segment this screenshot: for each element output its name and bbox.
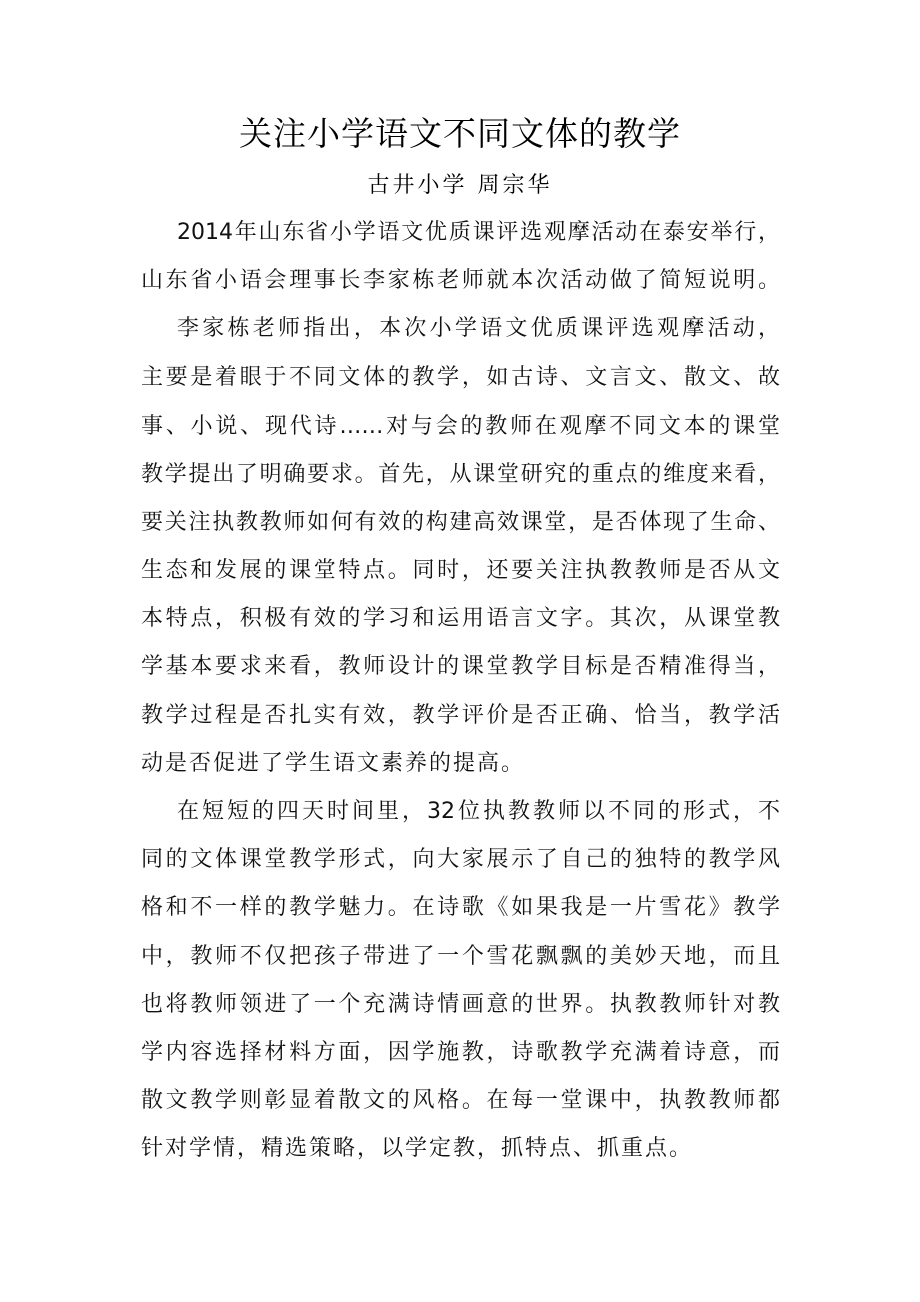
author-line: 古井小学 周宗华 [367,173,553,198]
paragraph-3-line-6: 学内容选择材料方面，因学施教，诗歌教学充满着诗意，而 [141,1040,780,1065]
paragraph-2-line-7: 本特点，积极有效的学习和运用语言文字。其次，从课堂教 [141,606,780,631]
paragraph-2-line-9: 教学过程是否扎实有效，教学评价是否正确、恰当，教学活 [141,703,780,728]
paragraph-2-line-3: 事、小说、现代诗……对与会的教师在观摩不同文本的课堂 [141,414,780,439]
paragraph-1-line-1: 2014年山东省小学语文优质课评选观摩活动在泰安举行， [177,220,780,245]
paragraph-3-line-5: 也将教师领进了一个充满诗情画意的世界。执教教师针对教 [141,992,780,1017]
paragraph-3-line-4: 中，教师不仅把孩子带进了一个雪花飘飘的美妙天地，而且 [141,944,780,969]
paragraph-3-line-7: 散文教学则彰显着散文的风格。在每一堂课中，执教教师都 [141,1088,780,1113]
paragraph-1-line-2: 山东省小语会理事长李家栋老师就本次活动做了简短说明。 [141,268,780,293]
paragraph-3-line-2: 同的文体课堂教学形式，向大家展示了自己的独特的教学风 [141,847,780,872]
paragraph-2-line-6: 生态和发展的课堂特点。同时，还要关注执教教师是否从文 [141,558,780,583]
paragraph-2-line-5: 要关注执教教师如何有效的构建高效课堂，是否体现了生命、 [141,510,780,535]
paragraph-2-line-10: 动是否促进了学生语文素养的提高。 [141,751,526,776]
paragraph-3-line-1: 在短短的四天时间里，32位执教教师以不同的形式，不 [177,799,780,824]
paragraph-2-line-1: 李家栋老师指出，本次小学语文优质课评选观摩活动， [177,316,780,341]
paragraph-2-line-4: 教学提出了明确要求。首先，从课堂研究的重点的维度来看， [141,462,780,487]
paragraph-2-line-2: 主要是着眼于不同文体的教学，如古诗、文言文、散文、故 [141,365,780,390]
paragraph-3-line-3: 格和不一样的教学魅力。在诗歌《如果我是一片雪花》教学 [141,895,780,920]
document-title: 关注小学语文不同文体的教学 [239,114,681,153]
paragraph-2-line-8: 学基本要求来看，教师设计的课堂教学目标是否精准得当， [141,654,780,679]
paragraph-3-line-8: 针对学情，精选策略，以学定教，抓特点、抓重点。 [141,1136,694,1161]
